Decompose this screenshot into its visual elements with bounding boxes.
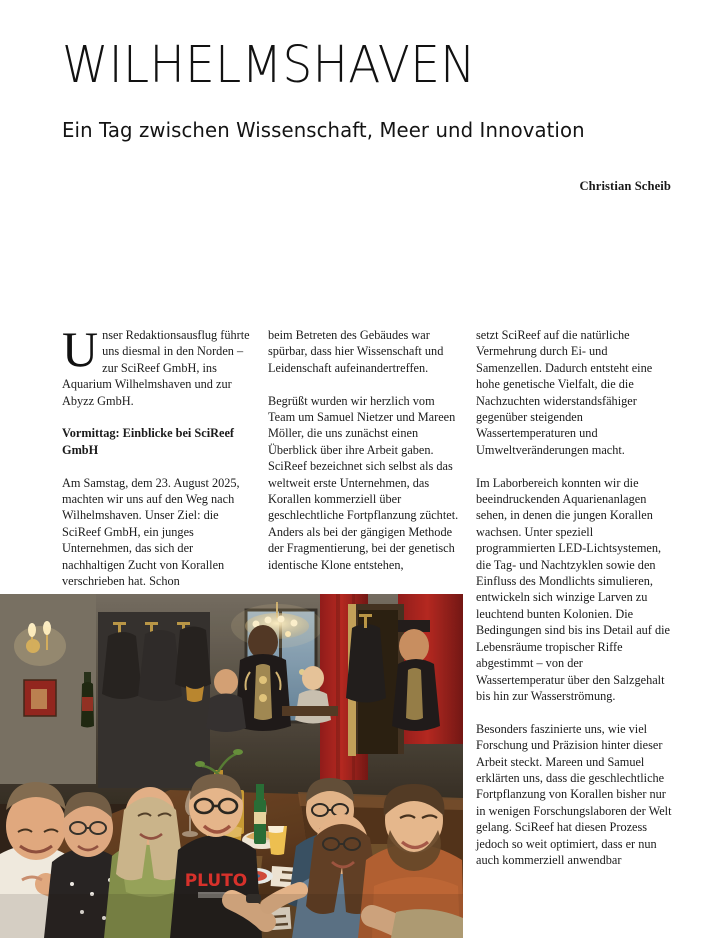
paragraph-lead <box>62 321 254 409</box>
paragraph-text: Begrüßt wurden wir herzlich vom Team um Samuel Nietzer und Mareen Möller, die uns zunächst einen Überblick über ihre Arbeit gaben. SciReef bezeichnet sich selbst als das weltweit erste Unternehmen, das Korallen kommerziell über geschlechtliche Fortpflanzung züchtet. Anders als bei der gängigen Methode der Fragmentierung, bei der genetisch identische Klone entstehen, <box>268 393 459 572</box>
paragraph-text: setzt SciReef auf die natürliche Vermehrung durch Ei- und Samenzellen. Dadurch entsteht eine hohe genetische Vielfalt, die die Nachzuchten widerstandsfähiger gegenüber steigenden Wassertemperaturen und Umweltveränderungen macht. <box>476 328 653 457</box>
group-photo-illustration <box>0 594 463 938</box>
drop-cap: U <box>62 321 99 377</box>
article-photo <box>0 594 463 938</box>
paragraph-text: nser Redaktionsausflug führte uns diesmal in den Norden – zur SciReef GmbH, ins Aquarium Wilhelmshaven und zur Abyzz GmbH. <box>62 328 250 408</box>
page-title: WILHELMSHAVEN <box>62 36 476 95</box>
svg-text:PLUTO: PLUTO <box>184 871 248 891</box>
paragraph-text: Im Laborbereich konnten wir die beeindruckenden Aquarienanlagen sehen, in denen die jungen Korallen wachsen. Unter speziell programmierten LED-Lichtsystemen, die Tag- und Nachtzyklen sowie den Einfluss des Mondlichts simulieren, entwickeln sich winzige Larven zu leuchtend bunten Kolonien. Die Bedingungen sind bis ins Detail auf die Lebensräume tropischer Riffe abgestimmt – von der Wassertemperatur über den Salzgehalt bis hin zur Wasserströmung. <box>476 475 670 703</box>
article-subtitle: Ein Tag zwischen Wissenschaft, Meer und Innovation <box>62 118 585 142</box>
paragraph-text: beim Betreten des Gebäudes war spürbar, dass hier Wissenschaft und Leidenschaft aufeinandertreffen. <box>268 328 444 375</box>
paragraph-text: Besonders faszinierte uns, wie viel Forschung und Präzision hinter dieser Arbeit steckt. Mareen und Samuel erklärten uns, dass die geschlechtliche Fortpflanzung von Korallen bisher nur in wenigen Forschungslaboren der Welt gelang. SciReef hat diesen Prozess jedoch so weit optimiert, dass er nun auch kommerziell anwendbar <box>476 721 672 867</box>
section-subheading: Vormittag: Einblicke bei SciReef GmbH <box>62 426 235 457</box>
text-column-1 <box>62 321 254 589</box>
text-column-2 <box>268 327 464 573</box>
text-column-3 <box>476 327 672 868</box>
paragraph-text: Am Samstag, dem 23. August 2025, machten wir uns auf den Weg nach Wilhelmshaven. Unser Ziel: die SciReef GmbH, ein junges Unternehmen, das sich der nachhaltigen Zucht von Korallen verschrieben hat. Schon <box>62 475 240 589</box>
author-byline: Christian Scheib <box>579 179 671 193</box>
